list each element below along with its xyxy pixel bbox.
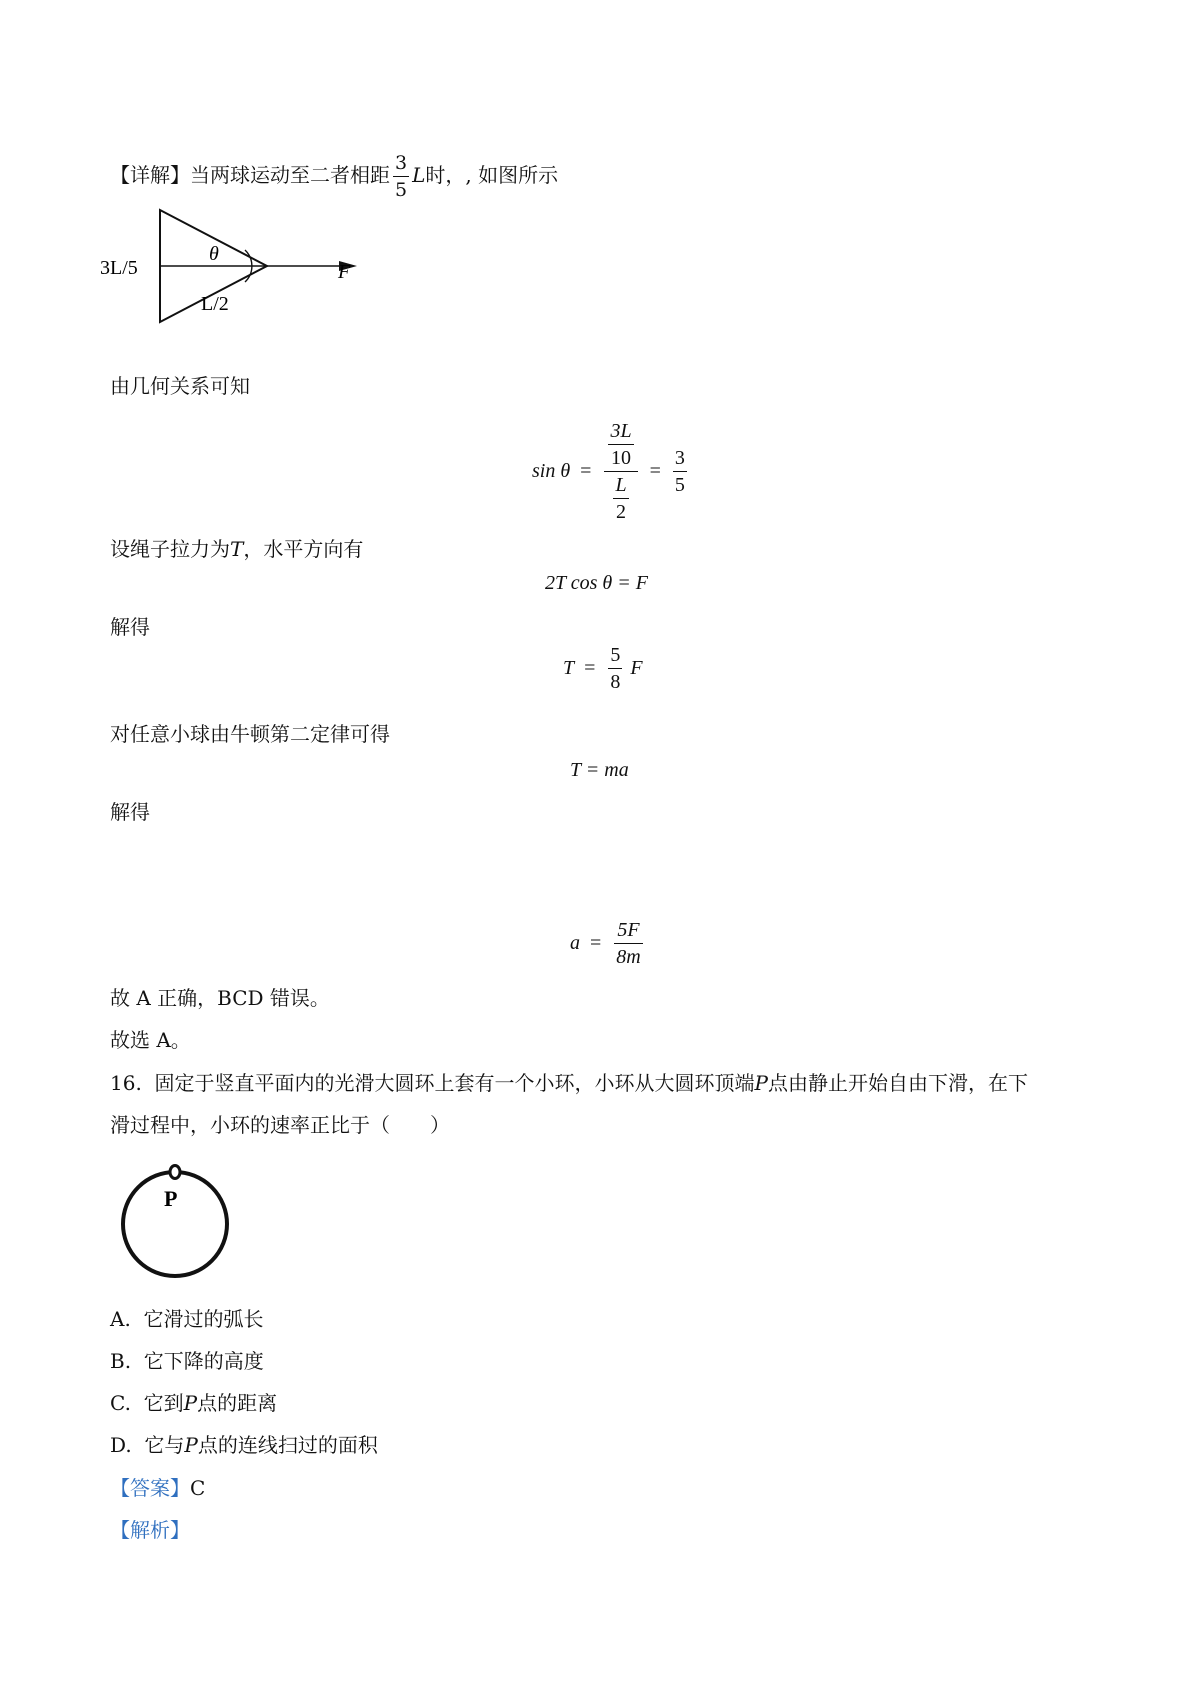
intro-fraction: $\frac{3}{5}$: [395, 152, 408, 201]
option-a[interactable]: A. 它滑过的弧长: [110, 1307, 264, 1331]
conclusion-2: 故选 A。: [110, 1028, 191, 1052]
eq5-fraction: $\frac{5F}{8m}$: [616, 919, 641, 968]
force-label: F: [338, 261, 351, 283]
equation-T-ma: T = ma: [570, 759, 629, 781]
step4-text: 对任意小球由牛顿第二定律可得: [110, 722, 390, 746]
equation-T: T = $\frac{5}{8}$ F: [563, 644, 643, 693]
option-b[interactable]: B. 它下降的高度: [110, 1349, 264, 1373]
eq1-nested-fraction: $\frac{\frac{3L}{10}}{\frac{L}{2}}$: [604, 418, 637, 525]
side-length-label: L/2: [201, 293, 229, 315]
equation-a: a = $\frac{5F}{8m}$: [570, 919, 641, 968]
step2-var-T: T: [230, 537, 244, 561]
intro-text-after: 时，, 如图所示: [425, 163, 559, 187]
step3-text: 解得: [110, 615, 150, 639]
equation-sin-theta: sin θ = $\frac{\frac{3L}{10}}{\frac{L}{2}}$ = $\frac{3}{5}$: [532, 420, 685, 523]
detail-tag: 【详解】: [110, 163, 190, 187]
answer-value: C: [190, 1476, 206, 1500]
step1-text: 由几何关系可知: [110, 374, 250, 398]
point-P-label: P: [164, 1186, 178, 1211]
circle-ring-diagram: [112, 1152, 252, 1292]
question-point-P: P: [754, 1071, 768, 1095]
small-ring-icon: [170, 1166, 180, 1179]
question-16-line2: 滑过程中，小环的速率正比于（ ）: [110, 1113, 450, 1137]
angle-label: θ: [209, 243, 219, 265]
step5-text: 解得: [110, 800, 150, 824]
option-c[interactable]: C. 它到P点的距离: [110, 1391, 278, 1415]
eq1-result-fraction: $\frac{3}{5}$: [674, 447, 685, 496]
option-d[interactable]: D. 它与P点的连线扫过的面积: [110, 1433, 378, 1457]
equation-2t-cos: 2T cos θ = F: [545, 572, 648, 594]
intro-line: [110, 150, 558, 203]
answer-tag: 【答案】: [110, 1476, 190, 1500]
step2-line: 设绳子拉力为T，水平方向有: [110, 537, 364, 561]
question-number: 16.: [110, 1071, 142, 1095]
answer-line: [110, 1474, 205, 1502]
intro-var-L: L: [412, 163, 426, 187]
analysis-tag: 【解析】: [110, 1518, 190, 1542]
eq1-lhs: sin θ: [532, 460, 571, 482]
conclusion-1: 故 A 正确，BCD 错误。: [110, 986, 330, 1010]
intro-text-before: 当两球运动至二者相距: [190, 163, 390, 187]
question-16-line1: 16. 固定于竖直平面内的光滑大圆环上套有一个小环，小环从大圆环顶端P点由静止开始自由下滑，在下: [110, 1071, 1028, 1095]
left-side-label: 3L/5: [100, 257, 138, 279]
triangle-force-diagram: [95, 198, 395, 338]
eq3-fraction: $\frac{5}{8}$: [610, 644, 621, 693]
